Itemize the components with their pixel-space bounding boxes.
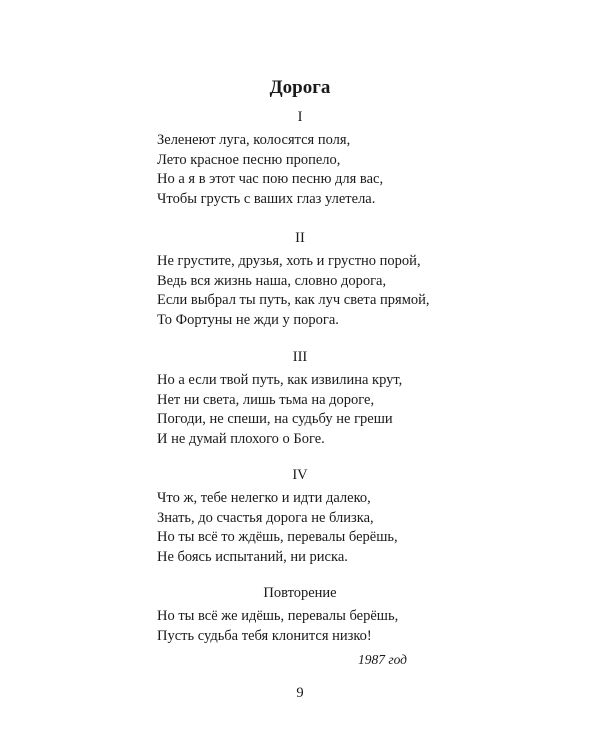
stanza-2: [157, 252, 557, 330]
poem-line: Если выбрал ты путь, как луч света прямой,: [157, 292, 430, 308]
poem-line: Не грустите, друзья, хоть и грустно порой,: [157, 253, 421, 269]
poem-line: Что ж, тебе нелегко и идти далеко,: [157, 490, 371, 506]
poem-title: Дорога: [269, 77, 331, 98]
poem-line: Погоди, не спеши, на судьбу не греши: [157, 411, 393, 427]
stanza-4: [157, 489, 557, 567]
poem-date: 1987 год: [357, 652, 407, 667]
poem-line: Зеленеют луга, колосятся поля,: [157, 132, 351, 148]
stanza-repeat: [157, 607, 557, 646]
stanza-heading-repeat: Повторение: [263, 585, 337, 601]
poem-line: Нет ни света, лишь тьма на дороге,: [157, 391, 375, 408]
page-number: 9: [296, 685, 304, 701]
stanza-heading-4: IV: [292, 467, 308, 483]
poem-line: Ведь вся жизнь наша, словно дорога,: [157, 272, 387, 289]
poem-line: Не боясь испытаний, ни риска.: [157, 548, 348, 565]
poem-line: Лето красное песню пропело,: [157, 151, 341, 168]
poem-line: Но а я в этот час пою песню для вас,: [157, 171, 384, 187]
poem-line: Чтобы грусть с ваших глаз улетела.: [157, 190, 376, 207]
stanza-heading-1: I: [297, 109, 303, 125]
poem-line: И не думай плохого о Боге.: [157, 430, 325, 447]
poem-line: То Фортуны не жди у порога.: [157, 311, 339, 328]
stanza-heading-2: II: [295, 230, 305, 246]
stanza-3: [157, 371, 557, 449]
stanza-heading-3: III: [292, 349, 308, 365]
stanza-1: [157, 131, 557, 209]
poem-line: Но ты всё же идёшь, перевалы берёшь,: [157, 608, 399, 624]
poem-line: Но а если твой путь, как извилина крут,: [157, 372, 403, 388]
poem-line: Но ты всё то ждёшь, перевалы берёшь,: [157, 529, 398, 545]
poem-line: Пусть судьба тебя клонится низко!: [157, 627, 372, 644]
poem-line: Знать, до счастья дорога не близка,: [157, 509, 374, 526]
